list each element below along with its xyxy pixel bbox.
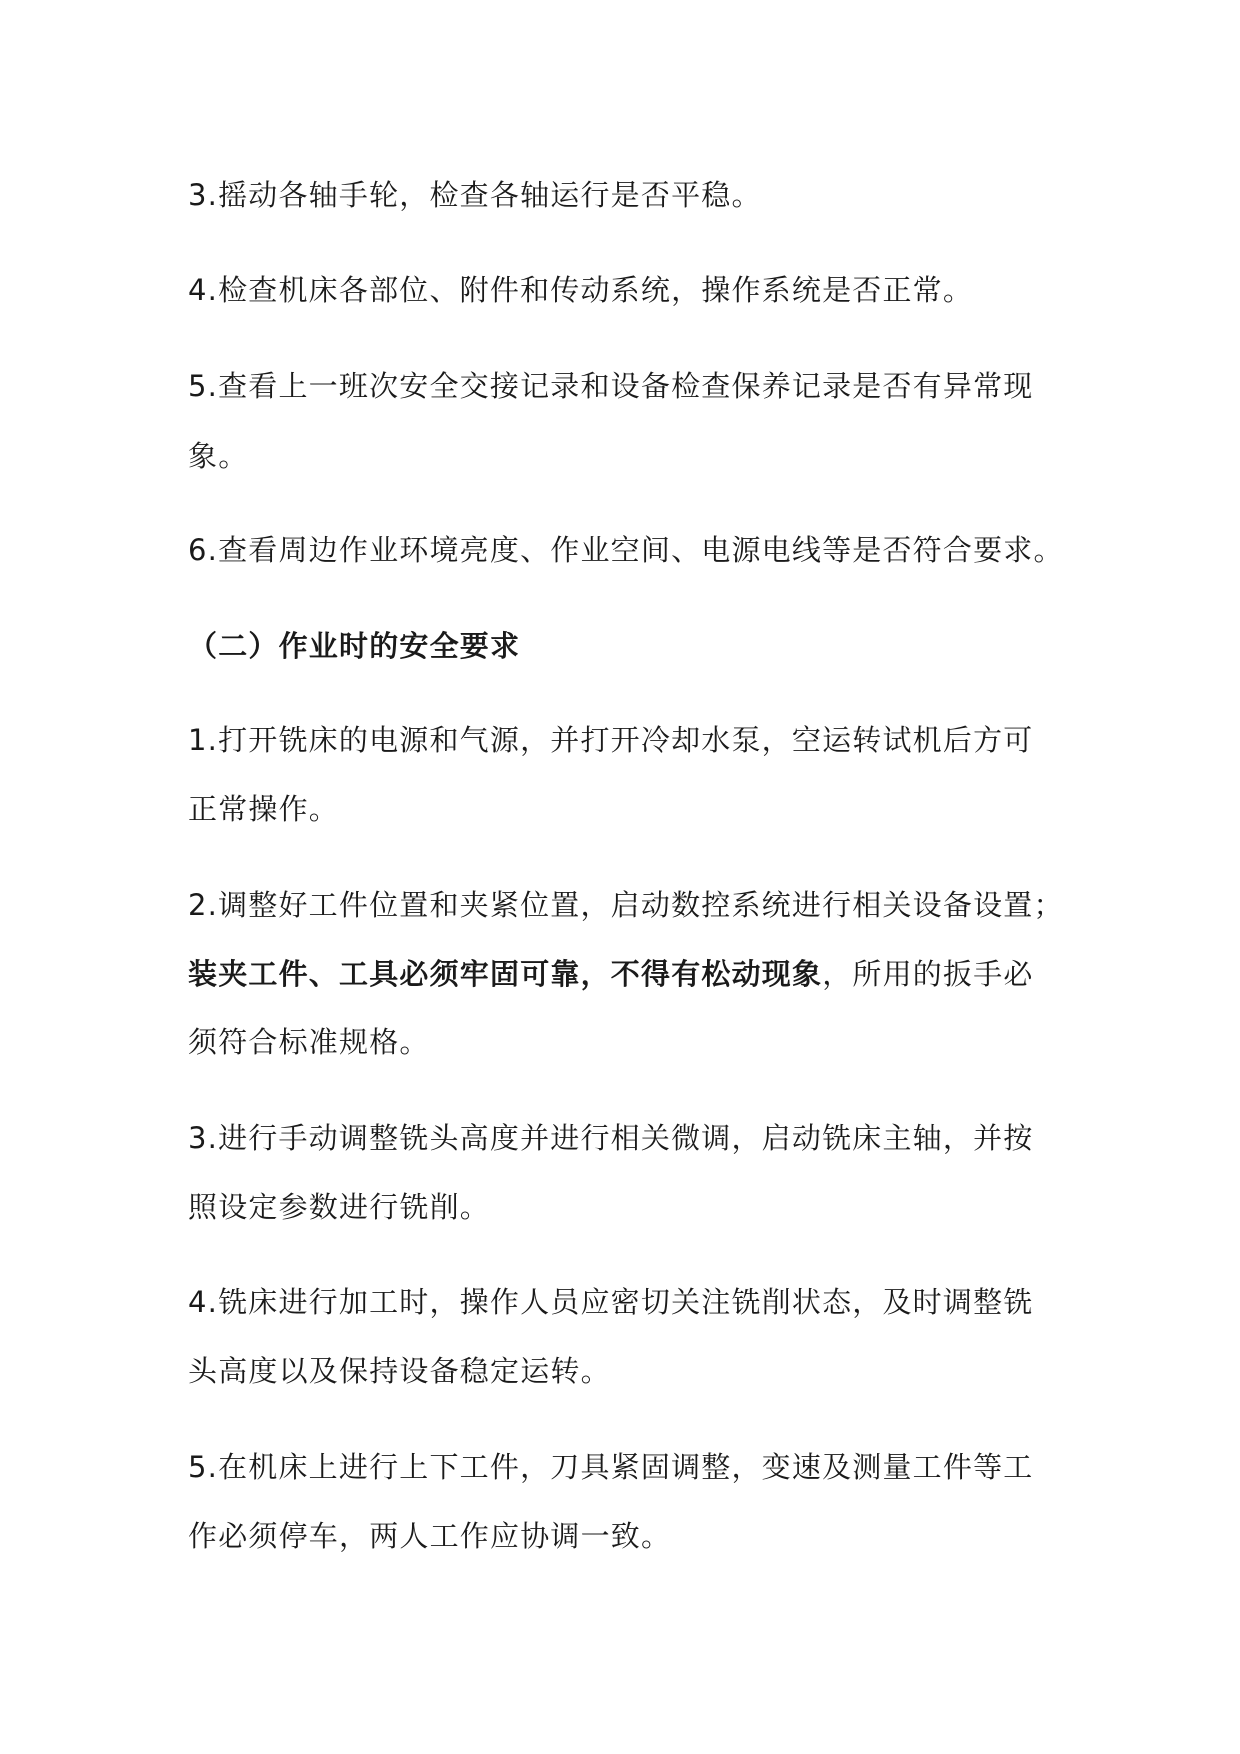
list-item: 4.铣床进行加工时，操作人员应密切关注铣削状态，及时调整铣 bbox=[188, 1285, 1034, 1319]
list-item: 5.在机床上进行上下工件，刀具紧固调整，变速及测量工件等工 bbox=[188, 1450, 1034, 1484]
plain-text: ，所用的扳手必 bbox=[822, 957, 1034, 991]
list-item: 3.进行手动调整铣头高度并进行相关微调，启动铣床主轴，并按 bbox=[188, 1121, 1034, 1155]
list-item: 1.打开铣床的电源和气源，并打开冷却水泵，空运转试机后方可 bbox=[188, 723, 1034, 757]
list-item-continuation: 正常操作。 bbox=[188, 792, 340, 826]
list-item-continuation bbox=[188, 954, 1034, 994]
list-item-continuation: 照设定参数进行铣削。 bbox=[188, 1190, 491, 1224]
list-item-continuation: 作必须停车，两人工作应协调一致。 bbox=[188, 1519, 672, 1553]
list-item: 3.摇动各轴手轮，检查各轴运行是否平稳。 bbox=[188, 178, 762, 212]
list-item: 2.调整好工件位置和夹紧位置，启动数控系统进行相关设备设置； bbox=[188, 888, 1064, 922]
emphasized-text: 装夹工件、工具必须牢固可靠，不得有松动现象 bbox=[188, 957, 823, 991]
list-item-continuation: 头高度以及保持设备稳定运转。 bbox=[188, 1354, 611, 1388]
list-item: 5.查看上一班次安全交接记录和设备检查保养记录是否有异常现 bbox=[188, 369, 1034, 403]
list-item: 4.检查机床各部位、附件和传动系统，操作系统是否正常。 bbox=[188, 273, 974, 307]
list-item: 6.查看周边作业环境亮度、作业空间、电源电线等是否符合要求。 bbox=[188, 533, 1064, 567]
section-heading: （二）作业时的安全要求 bbox=[188, 629, 521, 663]
list-item-continuation: 须符合标准规格。 bbox=[188, 1025, 430, 1059]
list-item-continuation: 象。 bbox=[188, 439, 249, 473]
